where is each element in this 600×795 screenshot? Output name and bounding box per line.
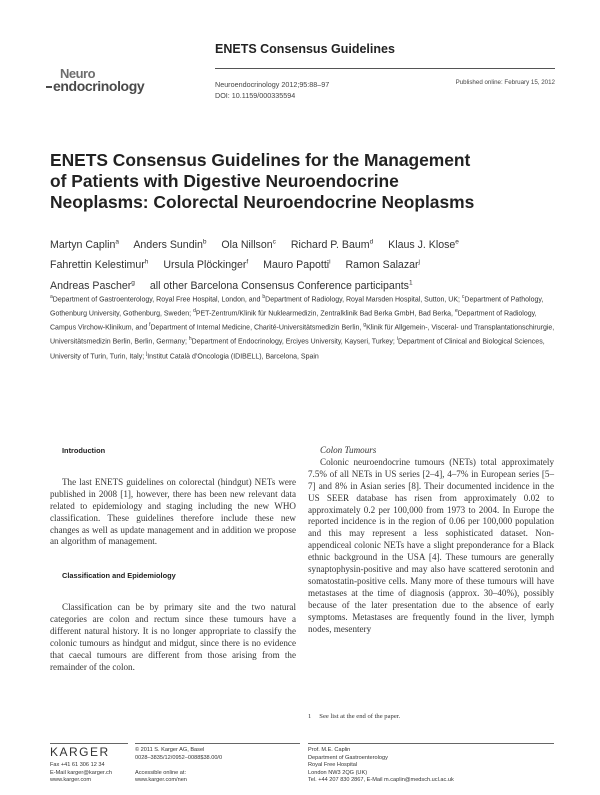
author: Ramon Salazar$^j$: [345, 258, 420, 272]
issn: 0028–3835/12/0952–0088$38.00/0: [135, 754, 223, 761]
classification-paragraph: Classification can be by primary site and the two natural categories are colon and rectum since these tumours have a different natural history. It is no longer appropriate to classify the colonic tumours as hindgut and midgut, since there is no evidence that caecal tumours are different from those arising from the remainder of the colon.: [50, 602, 296, 672]
author: Richard P. Baum$^d$: [290, 238, 374, 251]
footer-rule-right: [308, 743, 554, 744]
introduction-paragraph: The last ENETS guidelines on colorectal (hindgut) NETs were published in 2008 [1], however, there has been new relevant data related to epidemiology and staging including the new WHO classification. These guidelines therefore include these new changes as well as update management and in addition we propose an algorithm of management.: [50, 476, 296, 547]
publisher-logo: KARGER: [50, 745, 110, 759]
left-column: [50, 445, 296, 674]
publisher-website[interactable]: www.karger.com: [50, 777, 92, 784]
affiliations: $^a$Department of Gastroenterology, Royal Free Hospital, London, and $^b$Department of Radiology, Royal Marsden Hospital, Sutton, UK; $^c$Department of Pathology, Gothenburg University, Gothenburg, Sweden; $^d$PET-Zentrum/Klinik für Nuklearmedizin, Zentralklinik Bad Berka GmbH, Bad Berka, $^e$Department of Radiology, Campus Virchow-Klinikum, and $^f$Department of Internal Medicine, Charité-Universitätsmedizin Berlin, $^g$Klinik für Allgemein-, Visceral- und Transplantationschirurgie, Universitätsmedizin Berlin, Berlin, Germany; $^h$Department of Endocrinology, Erciyes University, Kayseri, Turkey; $^i$Department of Clinical and Biological Sciences, University of Turin, Turin, Italy; $^j$Institut Català d’Oncologia (IDIBELL), Barcelona, Spain: [50, 294, 555, 360]
author: Fahrettin Kelestimur$^h$: [50, 258, 149, 272]
author-list: [50, 233, 560, 295]
author: Martyn Caplin$^a$: [50, 238, 119, 251]
contact-tel-email[interactable]: Tel. +44 207 830 2867, E-Mail m.caplin@medsch.ucl.ac.uk: [308, 777, 454, 784]
paper-title: [50, 150, 490, 213]
title-line3: Neoplasms: Colorectal Neuroendocrine Neoplasms: [50, 192, 475, 212]
author: Klaus J. Klose$^e$: [388, 238, 459, 251]
publisher-contact: [50, 762, 112, 785]
footnote: 1 See list at the end of the paper.: [308, 713, 401, 720]
section-heading-classification: Classification and Epidemiology: [62, 571, 176, 581]
doi[interactable]: DOI: 10.1159/000335594: [215, 91, 296, 100]
title-line1: ENETS Consensus Guidelines for the Management: [50, 150, 471, 170]
copyright-block: [135, 747, 222, 785]
logo-line2: endocrinology: [53, 78, 145, 94]
online-label: Accessible online at:: [135, 769, 186, 776]
author: Anders Sundin$^b$: [133, 238, 207, 251]
publisher-email[interactable]: E-Mail karger@karger.ch: [50, 769, 112, 776]
series-title: ENETS Consensus Guidelines: [215, 42, 395, 56]
header-rule: [215, 68, 555, 69]
fax: Fax +41 61 306 12 34: [50, 762, 105, 768]
contact-name: Prof. M.E. Caplin: [308, 747, 351, 753]
correspondence-block: [308, 747, 454, 785]
contact-hospital: Royal Free Hospital: [308, 762, 358, 769]
footer-rule-mid: [135, 743, 300, 744]
author: Andreas Pascher$^g$: [50, 279, 135, 292]
online-url[interactable]: www.karger.com/nen: [135, 777, 187, 784]
journal-citation: Neuroendocrinology 2012;95:88–97: [215, 80, 330, 89]
author: Ola Nillson$^c$: [221, 238, 276, 251]
author: Mauro Papotti$^i$: [263, 258, 331, 272]
logo-line1: Neuro: [60, 66, 96, 81]
right-column: [308, 445, 554, 636]
author-group: all other Barcelona Consensus Conference participants$^1$: [149, 279, 413, 292]
published-date: Published online: February 15, 2012: [455, 79, 555, 86]
footer-rule-left: [50, 743, 128, 744]
title-line2: of Patients with Digestive Neuroendocrine: [50, 171, 399, 191]
journal-logo: [46, 66, 156, 104]
journal-reference: [215, 79, 329, 101]
section-heading-introduction: Introduction: [62, 446, 106, 455]
subheading-colon-tumours: Colon Tumours: [320, 445, 377, 455]
contact-city: London NW3 2QG (UK): [308, 769, 368, 776]
colon-tumours-paragraph: Colonic neuroendocrine tumours (NETs) total approximately 7.5% of all NETs in US series [2–4], 4–7% in European series [5–7] and 8% in Asian series [8]. Their documented incidence in the US SEER database has risen from approximately 0.02 to approximately 0.2 per 100,000 from 1973 to 2004. In Europe the reported incidence is in the region of 0.06 per 100,000 population and this may represent a less sophisticated dataset. Non-appendiceal colonic NETs have a slight preponderance for a Black ethnic background in the USA [4]. These tumours are generally synaptophysin-positive and may also have scattered serotonin and somatostatin-positive cells. Many more of these tumours will have metastases at the time of diagnosis (approx. 30–40%), possibly because of the later presentation due to the absence of early symptoms. Metastases are frequently found in the liver, lymph nodes, mesentery: [308, 456, 554, 634]
author: Ursula Plöckinger$^f$: [163, 258, 249, 272]
contact-dept: Department of Gastroenterology: [308, 754, 388, 761]
copyright: © 2011 S. Karger AG, Basel: [135, 747, 205, 753]
logo-dash: [46, 86, 52, 88]
